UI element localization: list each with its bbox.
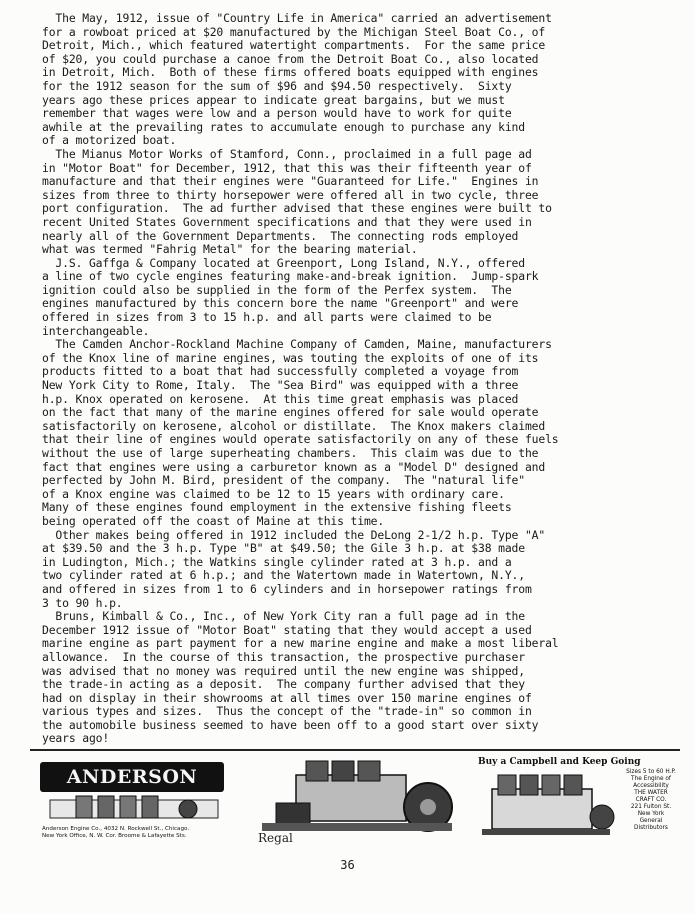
campbell-detail-line: Accessibility	[633, 783, 669, 789]
campbell-detail-line: Distributors	[634, 825, 668, 831]
text-line: interchangeable.	[42, 323, 150, 338]
text-line: in Detroit, Mich. Both of these firms offered boats equipped with engines	[42, 65, 539, 80]
text-line: a line of two cycle engines featuring make-and-break ignition. Jump-spark	[42, 269, 539, 284]
campbell-detail-line: New York	[637, 811, 665, 817]
text-line: port configuration. The ad further advised that these engines were built to	[42, 201, 552, 216]
regal-engine-ad	[236, 757, 476, 853]
text-line: of a Knox engine was claimed to be 12 to 15 years with ordinary care.	[42, 486, 505, 501]
text-line: recent United States Government specifications and that they were used in	[42, 214, 532, 229]
campbell-detail-line: Sizes 5 to 60 H.P.	[626, 769, 676, 775]
text-line: December 1912 issue of "Motor Boat" stating that they would accept a used	[42, 622, 532, 637]
section-divider	[30, 749, 680, 751]
text-line: of a motorized boat.	[42, 133, 177, 148]
text-line: Bruns, Kimball & Co., Inc., of New York City ran a full page ad in the	[42, 609, 525, 624]
text-line: sizes from three to thirty horsepower were offered all in two cycle, three	[42, 187, 539, 202]
campbell-detail-line: THE WATER	[634, 790, 668, 796]
text-line: satisfactorily on kerosene, alcohol or distillate. The Knox makers claimed	[42, 418, 546, 433]
text-line: remember that wages were low and a person would have to work for quite	[42, 106, 512, 121]
text-line: without the use of large superheating chambers. This claim was due to the	[42, 446, 539, 460]
text-line: The May, 1912, issue of "Country Life in America" carried an advertisement	[42, 11, 552, 25]
text-line: two cylinder rated at 6 h.p.; and the Watertown made in Watertown, N.Y.,	[42, 568, 525, 583]
text-line: ignition could also be supplied in the form of the Perfex system. The	[42, 282, 512, 297]
text-line: The Mianus Motor Works of Stamford, Conn., proclaimed in a full page ad	[42, 146, 532, 161]
page-number: 36	[340, 858, 355, 872]
campbell-detail-line: CRAFT CO.	[635, 797, 667, 803]
text-line: what was termed "Fahrig Metal" for the bearing material.	[42, 242, 418, 257]
text-line: h.p. Knox operated on kerosene. At this time great emphasis was placed	[42, 391, 519, 406]
regal-label: Regal	[258, 831, 293, 845]
text-line: offered in sizes from 3 to 15 h.p. and all parts were claimed to be	[42, 310, 492, 325]
engine-illustration-icon	[46, 794, 222, 822]
campbell-details	[618, 769, 684, 832]
text-line: manufacture and that their engines were "Guaranteed for Life." Engines in	[42, 174, 539, 189]
text-line: products fitted to a boat that had successfully completed a voyage from	[42, 364, 519, 379]
campbell-detail-line: The Engine of	[631, 776, 671, 782]
campbell-headline: Buy a Campbell and Keep Going	[478, 757, 641, 767]
text-line: for the 1912 season for the sum of $96 and $94.50 respectively. Sixty	[42, 78, 512, 93]
campbell-engine-ad	[470, 757, 682, 853]
text-line: on the fact that many of the marine engines offered for sale would operate	[42, 405, 539, 420]
text-line: that their line of engines would operate satisfactorily on any of these fuels	[42, 432, 559, 447]
text-line: years ago these prices appear to indicate great bargains, but we must	[42, 92, 505, 107]
text-line: at $39.50 and the 3 h.p. Type "B" at $49.50; the Gile 3 h.p. at $38 made	[42, 541, 525, 556]
text-line: nearly all of the Government Departments. The connecting rods employed	[42, 228, 519, 243]
text-line: fact that engines were using a carburetor known as a "Model D" designed and	[42, 459, 546, 474]
text-line: being operated off the coast of Maine at this time.	[42, 513, 385, 528]
text-line: in "Motor Boat" for December, 1912, that this was their fifteenth year of	[42, 160, 532, 175]
text-line: for a rowboat priced at $20 manufactured by the Michigan Steel Boat Co., of	[42, 24, 546, 39]
text-line: Detroit, Mich., which featured watertight compartments. For the same price	[42, 38, 546, 53]
text-line: of $20, you could purchase a canoe from the Detroit Boat Co., also located	[42, 51, 539, 66]
article-text	[42, 12, 666, 746]
text-line: awhile at the prevailing rates to accumulate enough to purchase any kind	[42, 119, 525, 134]
text-line: had on display in their showrooms at all times over 150 marine engines of	[42, 690, 532, 705]
text-line: years ago!	[42, 731, 110, 746]
text-line: New York City to Rome, Italy. The "Sea Bird" was equipped with a three	[42, 378, 519, 393]
campbell-engine-icon	[478, 769, 616, 851]
text-line: and offered in sizes from 1 to 6 cylinders and in horsepower ratings from	[42, 581, 532, 596]
text-line: the automobile business seemed to have been off to a good start over sixty	[42, 717, 539, 732]
text-line: Many of these engines found employment in the extensive fishing fleets	[42, 500, 512, 515]
campbell-detail-line: General	[639, 818, 663, 824]
text-line: the trade-in acting as a deposit. The company further advised that they	[42, 677, 525, 692]
text-line: J.S. Gaffga & Company located at Greenport, Long Island, N.Y., offered	[42, 255, 525, 270]
text-line: engines manufactured by this concern bore the name "Greenport" and were	[42, 296, 519, 311]
text-line: in Ludington, Mich.; the Watkins single cylinder rated at 3 h.p. and a	[42, 554, 512, 569]
text-line: Other makes being offered in 1912 included the DeLong 2-1/2 h.p. Type "A"	[42, 527, 546, 542]
anderson-logo: ANDERSON	[40, 762, 224, 792]
anderson-engines-ad	[36, 760, 232, 842]
text-line: The Camden Anchor-Rockland Machine Company of Camden, Maine, manufacturers	[42, 337, 552, 352]
campbell-detail-line: 221 Fulton St.	[630, 804, 672, 810]
anderson-address: Anderson Engine Co., 4032 N. Rockwell St., Chicago. New York Office, N. W. Cor. Broome & Lafayette Sts.	[42, 826, 190, 839]
text-line: allowance. In the course of this transaction, the prospective purchaser	[42, 649, 525, 664]
text-line: of the Knox line of marine engines, was touting the exploits of one of its	[42, 350, 539, 365]
text-line: marine engine as part payment for a new marine engine and make a most liberal	[42, 636, 559, 651]
text-line: 3 to 90 h.p.	[42, 595, 123, 610]
text-line: perfected by John M. Bird, president of the company. The "natural life"	[42, 473, 525, 488]
text-line: various types and sizes. Thus the concept of the "trade-in" so common in	[42, 704, 532, 719]
text-line: was advised that no money was required until the new engine was shipped,	[42, 663, 525, 678]
